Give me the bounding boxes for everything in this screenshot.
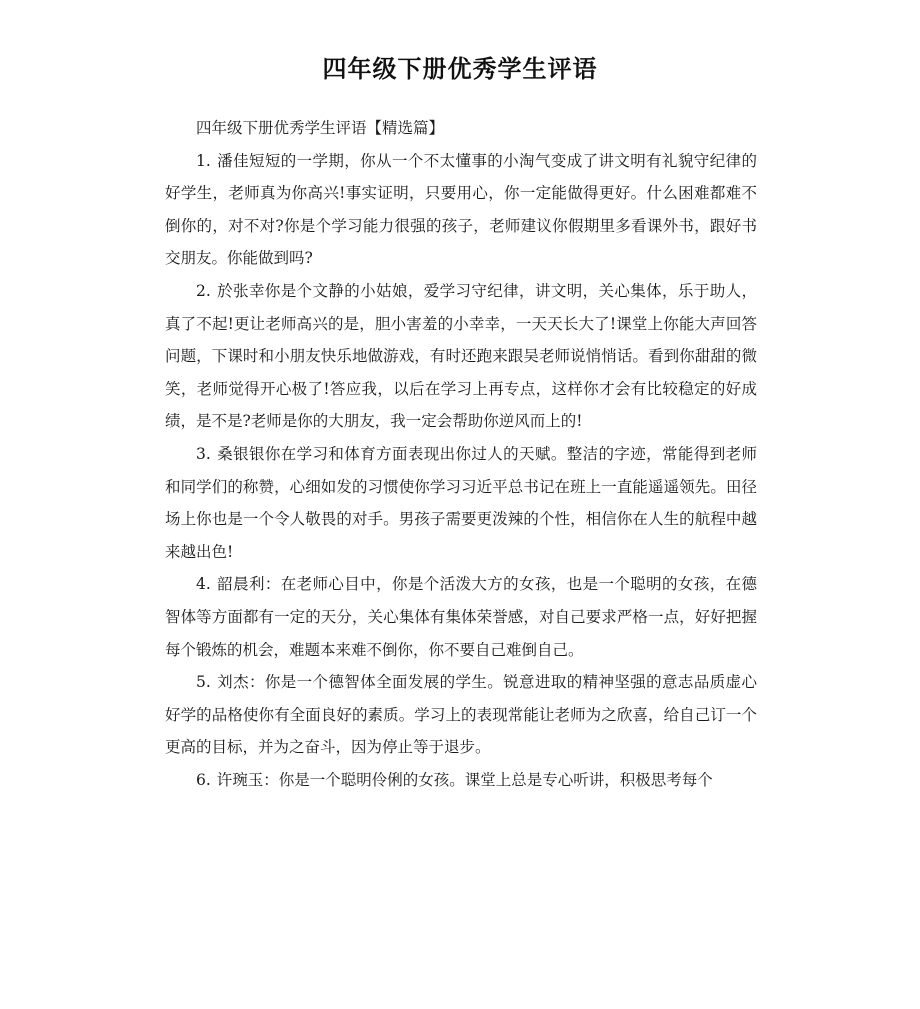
comment-paragraph bbox=[165, 438, 757, 568]
comment-text: 韶晨利：在老师心目中，你是个活泼大方的女孩，也是一个聪明的女孩，在德智体等方面都有一定的天分，关心集体有集体荣誉感，对自己要求严格一点，好好把握每个锻炼的机会，难题本来难不倒你，你不要自己难倒自己。 bbox=[165, 575, 757, 659]
comment-number: 5. bbox=[196, 673, 211, 692]
comment-number: 3. bbox=[196, 444, 211, 463]
comment-number: 1. bbox=[196, 151, 211, 170]
comment-text: 许琬玉：你是一个聪明伶俐的女孩。课堂上总是专心听讲，积极思考每个 bbox=[216, 770, 713, 789]
comment-text: 潘佳短短的一学期，你从一个不太懂事的小淘气变成了讲文明有礼貌守纪律的好学生，老师真为你高兴!事实证明，只要用心，你一定能做得更好。什么困难都难不倒你的，对不对?你是个学习能力很强的孩子，老师建议你假期里多看课外书，跟好书交朋友。你能做到吗? bbox=[165, 151, 757, 268]
comment-paragraph bbox=[165, 275, 757, 438]
page-title: 四年级下册优秀学生评语 bbox=[322, 55, 598, 83]
comment-number: 4. bbox=[196, 575, 211, 594]
comment-paragraph bbox=[165, 764, 757, 797]
comment-number: 6. bbox=[196, 770, 211, 789]
comment-number: 2. bbox=[196, 281, 211, 300]
comment-text: 於张幸你是个文静的小姑娘，爱学习守纪律，讲文明，关心集体，乐于助人，真了不起!更让老师高兴的是，胆小害羞的小幸幸，一天天长大了!课堂上你能大声回答问题，下课时和小朋友快乐地做游戏，有时还跑来跟吴老师说悄悄话。看到你甜甜的微笑，老师觉得开心极了!答应我，以后在学习上再专点，这样你才会有比较稳定的好成绩，是不是?老师是你的大朋友，我一定会帮助你逆风而上的! bbox=[165, 281, 757, 431]
comment-paragraph bbox=[165, 145, 757, 275]
comment-paragraph bbox=[165, 568, 757, 666]
comment-text: 刘杰：你是一个德智体全面发展的学生。锐意进取的精神坚强的意志品质虚心好学的品格使你有全面良好的素质。学习上的表现常能让老师为之欣喜，给自己订一个更高的目标，并为之奋斗，因为停止等于退步。 bbox=[165, 673, 757, 757]
comment-paragraph bbox=[165, 666, 757, 764]
comment-text: 桑银银你在学习和体育方面表现出你过人的天赋。整洁的字迹，常能得到老师和同学们的称赞，心细如发的习惯使你学习习近平总书记在班上一直能遥遥领先。田径场上你也是一个令人敬畏的对手。男孩子需要更泼辣的个性，相信你在人生的航程中越来越出色! bbox=[165, 444, 757, 561]
document-body bbox=[165, 112, 757, 796]
document-subtitle: 四年级下册优秀学生评语【精选篇】 bbox=[196, 119, 445, 137]
